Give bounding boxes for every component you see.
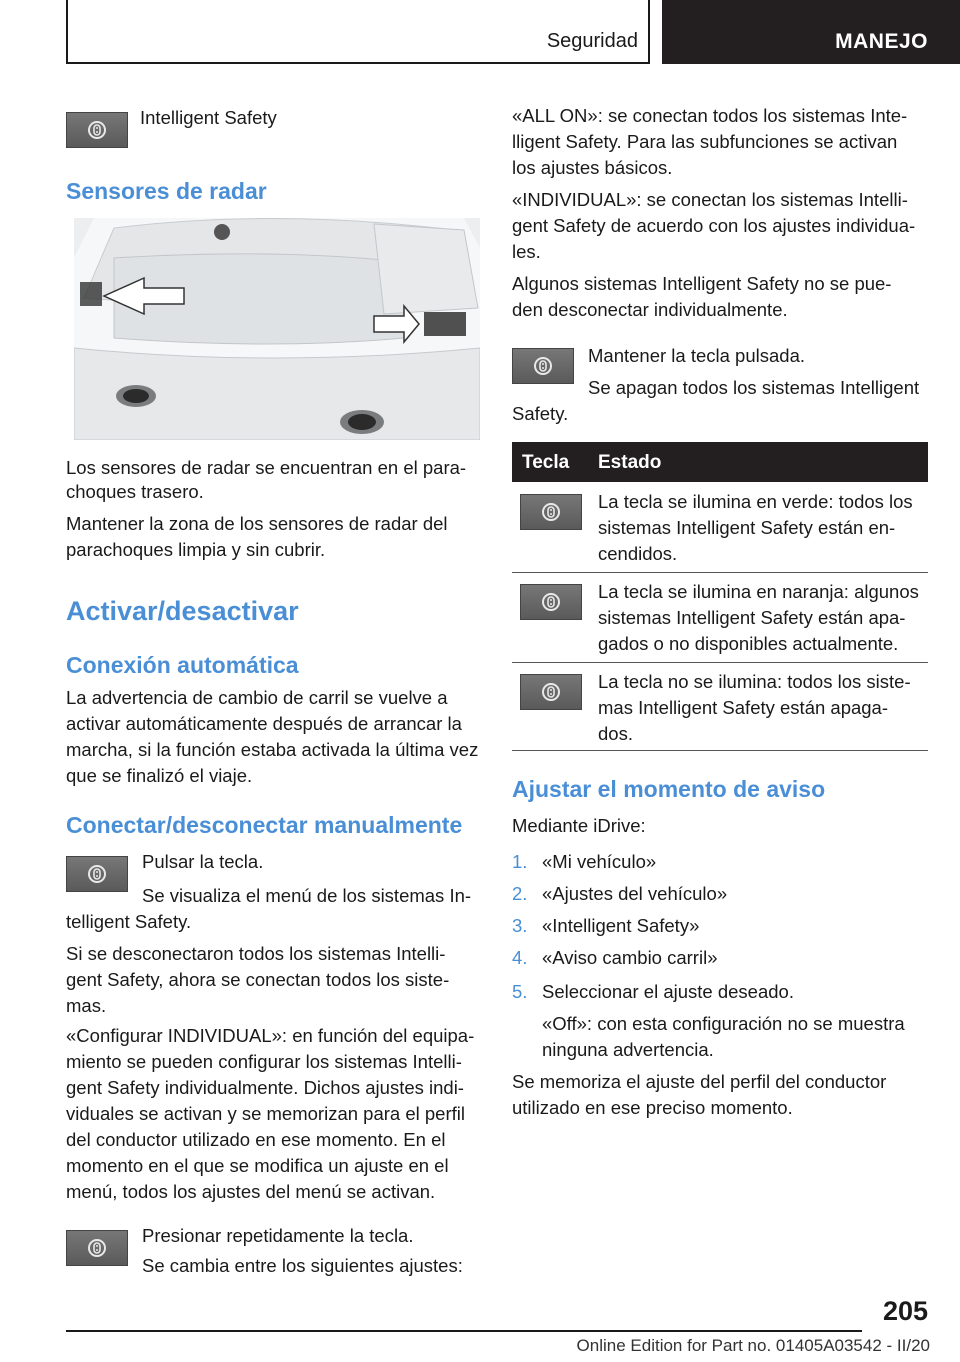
table-row-3-line-1: La tecla no se ilumina: todos los siste- — [598, 671, 911, 692]
manual-text-2g: menú, todos los ajustes del menú se activan. — [66, 1181, 436, 1202]
table-col-state: Estado — [598, 452, 662, 473]
step-number: 5. — [512, 981, 528, 1002]
manual-text-2c: gent Safety individualmente. Dichos ajustes indi- — [66, 1077, 464, 1098]
manual-text-2f: momento en el que se modifica un ajuste en el — [66, 1155, 449, 1176]
footer-rule — [66, 1330, 862, 1332]
intelligent-safety-key-icon — [66, 112, 128, 148]
auto-text-1: La advertencia de cambio de carril se vuelve a — [66, 687, 448, 708]
memo-text-b: utilizado en ese preciso momento. — [512, 1097, 793, 1118]
manual-text-2d: viduales se activan y se memorizan para el perfil — [66, 1103, 465, 1124]
manual-text-2b: miento se pueden configurar los sistemas Intelli- — [66, 1051, 462, 1072]
repeat-key-text-1: Presionar repetidamente la tecla. — [142, 1225, 414, 1246]
step-number: 1. — [512, 851, 528, 872]
table-header — [512, 442, 928, 482]
table-row-2-line-1: La tecla se ilumina en naranja: algunos — [598, 581, 919, 602]
intelligent-safety-key-icon — [66, 1230, 128, 1266]
table-row-2-line-2: sistemas Intelligent Safety están apa- — [598, 607, 906, 628]
repeat-key-text-2: Se cambia entre los siguientes ajustes: — [142, 1255, 463, 1276]
some-text-b: den desconectar individualmente. — [512, 299, 788, 320]
step-number: 4. — [512, 947, 528, 968]
table-row-divider — [512, 662, 928, 663]
auto-text-2: activar automáticamente después de arrancar la — [66, 713, 462, 734]
table-row-1-line-1: La tecla se ilumina en verde: todos los — [598, 491, 913, 512]
table-row-1-line-2: sistemas Intelligent Safety están en- — [598, 517, 896, 538]
header-chapter: MANEJO — [835, 30, 928, 53]
allon-text-c: los ajustes básicos. — [512, 157, 673, 178]
step-number: 3. — [512, 915, 528, 936]
intelligent-safety-key-icon — [520, 674, 582, 710]
activate-heading: Activar/desactivar — [66, 596, 299, 626]
manual-text-2a: «Configurar INDIVIDUAL»: en función del equipa- — [66, 1025, 475, 1046]
auto-heading: Conexión automática — [66, 652, 299, 678]
header-rule-bottom — [66, 62, 650, 64]
sensors-text-1b: choques trasero. — [66, 481, 204, 502]
hold-key-text-1: Mantener la tecla pulsada. — [588, 345, 805, 366]
step-number: 2. — [512, 883, 528, 904]
manual-key-text-3: telligent Safety. — [66, 911, 192, 932]
intelligent-safety-key-icon — [520, 494, 582, 530]
memo-text-a: Se memoriza el ajuste del perfil del conductor — [512, 1071, 887, 1092]
manual-text-2e: del conductor utilizado en ese momento. En el — [66, 1129, 446, 1150]
table-bottom-rule — [512, 750, 928, 751]
manual-heading: Conectar/desconectar manualmente — [66, 812, 463, 838]
header-rule-right — [648, 0, 650, 64]
header-section: Seguridad — [546, 30, 638, 52]
step-text: «Ajustes del vehículo» — [542, 883, 728, 904]
footer-edition: Online Edition for Part no. 01405A03542 - II/20 — [576, 1336, 930, 1355]
sensors-text-1a: Los sensores de radar se encuentran en el para- — [66, 457, 467, 478]
individual-text-b: gent Safety de acuerdo con los ajustes individua- — [512, 215, 916, 236]
sensors-text-2a: Mantener la zona de los sensores de radar del — [66, 513, 448, 534]
manual-key-text-2: Se visualiza el menú de los sistemas In- — [142, 885, 472, 906]
table-row-2-line-3: gados o no disponibles actualmente. — [598, 633, 899, 654]
header-rule-left — [66, 0, 68, 64]
warning-heading: Ajustar el momento de aviso — [512, 776, 826, 802]
sensors-text-2b: parachoques limpia y sin cubrir. — [66, 539, 326, 560]
step-text: «Intelligent Safety» — [542, 915, 700, 936]
intelligent-safety-key-icon — [512, 348, 574, 384]
step-text: «Mi vehículo» — [542, 851, 657, 872]
sensors-heading: Sensores de radar — [66, 178, 267, 204]
manual-text-1c: mas. — [66, 995, 107, 1016]
radar-sensor-illustration — [74, 218, 480, 440]
header-chapter-tab — [662, 0, 960, 64]
off-text-a: «Off»: con esta configuración no se muestra — [542, 1013, 905, 1034]
individual-text-c: les. — [512, 241, 541, 262]
hold-key-text-2: Se apagan todos los sistemas Intelligent — [588, 377, 920, 398]
auto-text-4: que se finalizó el viaje. — [66, 765, 253, 786]
manual-key-text-1: Pulsar la tecla. — [142, 851, 264, 872]
intro-key-label: Intelligent Safety — [140, 107, 277, 128]
off-text-b: ninguna advertencia. — [542, 1039, 714, 1060]
page-number: 205 — [882, 1296, 928, 1326]
table-row-divider — [512, 572, 928, 573]
intelligent-safety-key-icon — [520, 584, 582, 620]
warning-intro: Mediante iDrive: — [512, 815, 646, 836]
some-text-a: Algunos sistemas Intelligent Safety no se pue- — [512, 273, 892, 294]
allon-text-a: «ALL ON»: se conectan todos los sistemas Inte- — [512, 105, 908, 126]
hold-key-text-3: Safety. — [512, 403, 569, 424]
table-col-key: Tecla — [522, 452, 570, 473]
individual-text-a: «INDIVIDUAL»: se conectan los sistemas Intelli- — [512, 189, 908, 210]
table-row-1-line-3: cendidos. — [598, 543, 678, 564]
table-row-3-line-3: dos. — [598, 723, 633, 744]
intelligent-safety-key-icon — [66, 856, 128, 892]
manual-text-1a: Si se desconectaron todos los sistemas Intelli- — [66, 943, 446, 964]
step-text: «Aviso cambio carril» — [542, 947, 718, 968]
table-row-3-line-2: mas Intelligent Safety están apaga- — [598, 697, 889, 718]
auto-text-3: marcha, si la función estaba activada la última vez — [66, 739, 479, 760]
step-text: Seleccionar el ajuste deseado. — [542, 981, 794, 1002]
manual-text-1b: gent Safety, ahora se conectan todos los siste- — [66, 969, 450, 990]
allon-text-b: lligent Safety. Para las subfunciones se activan — [512, 131, 898, 152]
